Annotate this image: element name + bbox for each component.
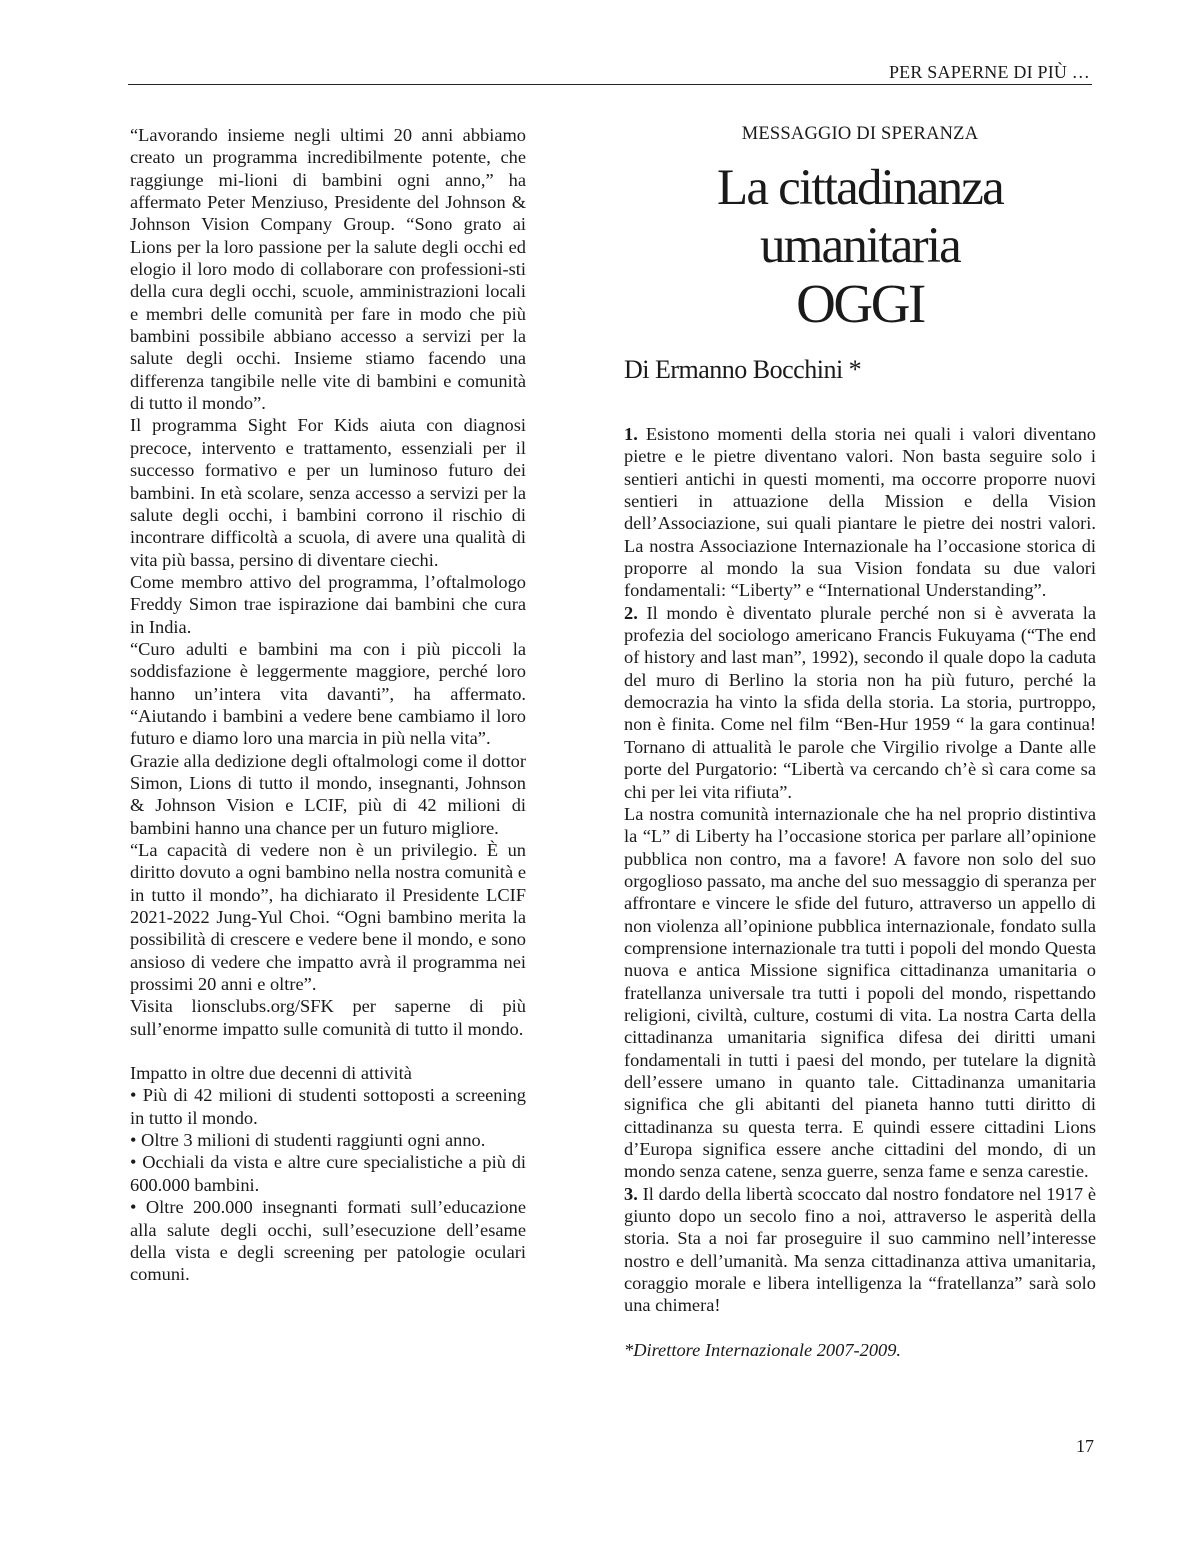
left-paragraph: “Lavorando insieme negli ultimi 20 anni abbiamo creato un programma incredibilmente potente, che raggiunge mi-lioni di bambini ogni anno,” ha affermato Peter Menziuso, Presidente del Johnson & Johnson Vision Company Group. “Sono grato ai Lions per la loro passione per la salute degli occhi ed elogio il loro modo di collaborare con professioni-sti della cura degli occhi, scuole, amministrazioni locali e membri delle comunità per fare in modo che più bambini possibile abbiano accesso a servizi per la salute degli occhi. Insieme stiamo facendo una differenza tangibile nelle vite di bambini e comunità di tutto il mondo”.: [130, 125, 526, 414]
left-paragraph: Visita lionsclubs.org/SFK per saperne di più sull’enorme impatto sulle comunità di tutto il mondo.: [130, 996, 526, 1039]
article-byline: Di Ermanno Bocchini *: [624, 355, 862, 384]
section-number: 2.: [624, 602, 638, 623]
running-head: PER SAPERNE DI PIÙ …: [888, 62, 1090, 82]
left-paragraph: “La capacità di vedere non è un privilegio. È un diritto dovuto a ogni bambino nella nostra comunità e in tutto il mondo”, ha dichiarato il Presidente LCIF 2021-2022 Jung-Yul Choi. “Ogni bambino merita la possibilità di crescere e vedere bene il mondo, e sono ansioso di vedere che impatto avrà il programma nei prossimi 20 anni e oltre”.: [130, 840, 526, 995]
impact-item: • Oltre 3 milioni di studenti raggiunti ogni anno.: [130, 1130, 486, 1151]
section-number: 3.: [624, 1183, 638, 1204]
article-section: [624, 423, 1096, 602]
impact-item: • Più di 42 milioni di studenti sottoposti a screening in tutto il mondo.: [130, 1085, 526, 1128]
spacer: [130, 1040, 526, 1062]
article-title: [624, 159, 1096, 333]
left-paragraph: Il programma Sight For Kids aiuta con diagnosi precoce, intervento e trattamento, essenziali per il successo formativo e per un luminoso futuro dei bambini. In età scolare, senza accesso a servizi per la salute degli occhi, i bambini corrono il rischio di incontrare difficoltà a scuola, di avere una qualità di vita più bassa, persino di diventare ciechi.: [130, 415, 526, 570]
article-kicker: MESSAGGIO DI SPERANZA: [741, 124, 979, 144]
article-body: [624, 423, 1096, 1361]
section-text: Il dardo della libertà scoccato dal nostro fondatore nel 1917 è giunto dopo un secolo fino a noi, attraverso le asperità della storia. Sta a noi far proseguire il suo cammino nell’interesse nostro e dell’umanità. Ma senza cittadinanza attiva umanitaria, coraggio morale e libera intelligenza la “fratellanza” sarà solo una chimera!: [624, 1183, 1096, 1316]
article-section: [624, 803, 1096, 1183]
left-paragraph: Come membro attivo del programma, l’oftalmologo Freddy Simon trae ispirazione dai bambini che cura in India.: [130, 571, 526, 637]
section-text: Esistono momenti della storia nei quali i valori diventano pietre e le pietre diventano valori. Non basta seguire solo i sentieri antichi in questi momenti, ma occorre proporre nuovi sentieri in attuazione della Mission e della Vision dell’Associazione, sui quali piantare le pietre dei nostri valori. La nostra Associazione Internazionale ha l’occasione storica di proporre al mondo la sua Vision fondata su due valori fondamentali: “Liberty” e “International Understanding”.: [624, 424, 1096, 601]
impact-item: • Occhiali da vista e altre cure specialistiche a più di 600.000 bambini.: [130, 1152, 526, 1195]
article-section: [624, 602, 1096, 803]
left-paragraph: Grazie alla dedizione degli oftalmologi come il dottor Simon, Lions di tutto il mondo, insegnanti, Johnson & Johnson Vision e LCIF, più di 42 milioni di bambini hanno una chance per un futuro migliore.: [130, 750, 526, 838]
article-section: [624, 1183, 1096, 1317]
author-note: *Direttore Internazionale 2007-2009.: [624, 1339, 902, 1360]
left-paragraph: “Curo adulti e bambini ma con i più piccoli la soddisfazione è leggermente maggiore, perché loro hanno un’intera vita davanti”, ha affermato. “Aiutando i bambini a vedere bene cambiamo il loro futuro e diamo loro una marcia in più nella vita”.: [130, 638, 526, 749]
header-rule: [128, 84, 1092, 85]
left-column: [130, 124, 526, 1286]
title-line-2: OGGI: [796, 273, 924, 334]
section-text: Il mondo è diventato plurale perché non si è avverata la profezia del sociologo americano Francis Fukuyama (“The end of history and last man”, 1992), secondo il quale dopo la caduta del muro di Berlino la storia non ha più futuro, perché la democrazia ha vinto la sfida della storia. La storia, purtroppo, non è finita. Come nel film “Ben-Hur 1959 “ la gara continua! Tornano di attualità le parole che Virgilio rivolge a Dante alle porte del Purgatorio: “Libertà va cercando ch’è sì cara come sa chi per lei vita rifiuta”.: [624, 602, 1096, 802]
page-number: 17: [1076, 1436, 1094, 1456]
impact-item: • Oltre 200.000 insegnanti formati sull’educazione alla salute degli occhi, sull’esecuzione dell’esame della vista e degli screening per patologie oculari comuni.: [130, 1197, 526, 1285]
impact-title: Impatto in oltre due decenni di attività: [130, 1063, 412, 1084]
section-text: La nostra comunità internazionale che ha nel proprio distintiva la “L” di Liberty ha l’occasione storica per parlare all’opinione pubblica non contro, ma a favore! A favore non solo del suo orgoglioso passato, ma anche del suo messaggio di speranza per affrontare e vincere le sfide del futuro, attraverso un appello di non violenza all’opinione pubblica internazionale, fondato sulla comprensione internazionale tra tutti i popoli del mondo Questa nuova e antica Missione significa cittadinanza umanitaria o fratellanza universale tra tutti i popoli del mondo, rispettando religioni, civiltà, culture, costumi di vita. La nostra Carta della cittadinanza umanitaria significa difesa dei diritti umani fondamentali in tutti i paesi del mondo, per tutelare la dignità dell’essere umano in quanto tale. Cittadinanza umanitaria significa che gli abitanti del pianeta hanno tutti diritto di cittadinanza su questa terra. E quindi essere cittadini Lions d’Europa significa essere anche cittadini del mondo, di un mondo senza catene, senza guerre, senza fame e senza carestie.: [624, 803, 1096, 1182]
section-number: 1.: [624, 424, 638, 444]
title-line-1: La cittadinanza umanitaria: [717, 160, 1003, 274]
right-column: [624, 124, 1096, 1361]
